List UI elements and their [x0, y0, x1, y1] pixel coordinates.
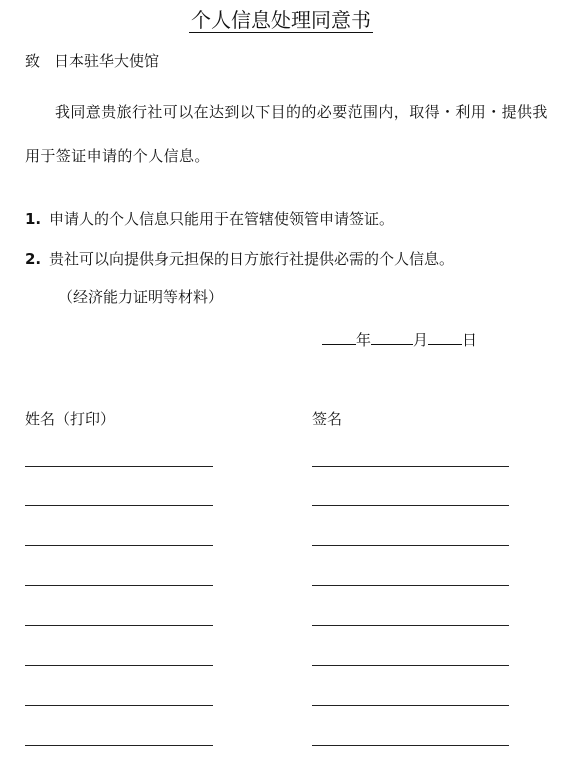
purpose-item-1: [25, 208, 394, 230]
signature-line[interactable]: [312, 625, 509, 626]
purpose-item-text: 申请人的个人信息只能用于在管辖使领管申请签证。: [49, 210, 395, 228]
signature-line[interactable]: [312, 745, 509, 746]
month-label: 月: [413, 331, 429, 349]
name-line[interactable]: [25, 665, 213, 666]
name-line[interactable]: [25, 745, 213, 746]
day-blank[interactable]: [428, 328, 462, 345]
purpose-item-number: 2.: [25, 250, 42, 268]
addressee-prefix: 致: [25, 52, 41, 70]
signature-line[interactable]: [312, 505, 509, 506]
year-blank[interactable]: [322, 328, 356, 345]
addressee-name: 日本驻华大使馆: [54, 52, 160, 70]
name-line[interactable]: [25, 585, 213, 586]
signature-line[interactable]: [312, 466, 509, 467]
month-blank[interactable]: [371, 328, 413, 345]
date-line: [322, 328, 477, 351]
name-column-header: 姓名（打印）: [25, 410, 116, 428]
purpose-item-number: 1.: [25, 210, 42, 228]
year-label: 年: [356, 331, 372, 349]
signature-line[interactable]: [312, 665, 509, 666]
name-line[interactable]: [25, 705, 213, 706]
signature-line[interactable]: [312, 545, 509, 546]
purpose-item-2: [25, 248, 454, 270]
supporting-materials-note: （经济能力证明等材料）: [58, 288, 224, 306]
title-text: 个人信息处理同意书: [191, 8, 371, 32]
signature-column-header: 签名: [312, 410, 343, 428]
signature-line[interactable]: [312, 705, 509, 706]
consent-statement: 我同意贵旅行社可以在达到以下目的的必要范围内，取得・利用・提供我用于签证申请的个人信息。: [25, 103, 548, 165]
name-line[interactable]: [25, 625, 213, 626]
signature-line[interactable]: [312, 585, 509, 586]
name-line[interactable]: [25, 545, 213, 546]
name-line[interactable]: [25, 505, 213, 506]
purpose-item-text: 贵社可以向提供身元担保的日方旅行社提供必需的个人信息。: [49, 250, 455, 268]
addressee-line: [25, 50, 159, 72]
page-title: [0, 6, 562, 34]
name-line[interactable]: [25, 466, 213, 467]
day-label: 日: [462, 331, 478, 349]
